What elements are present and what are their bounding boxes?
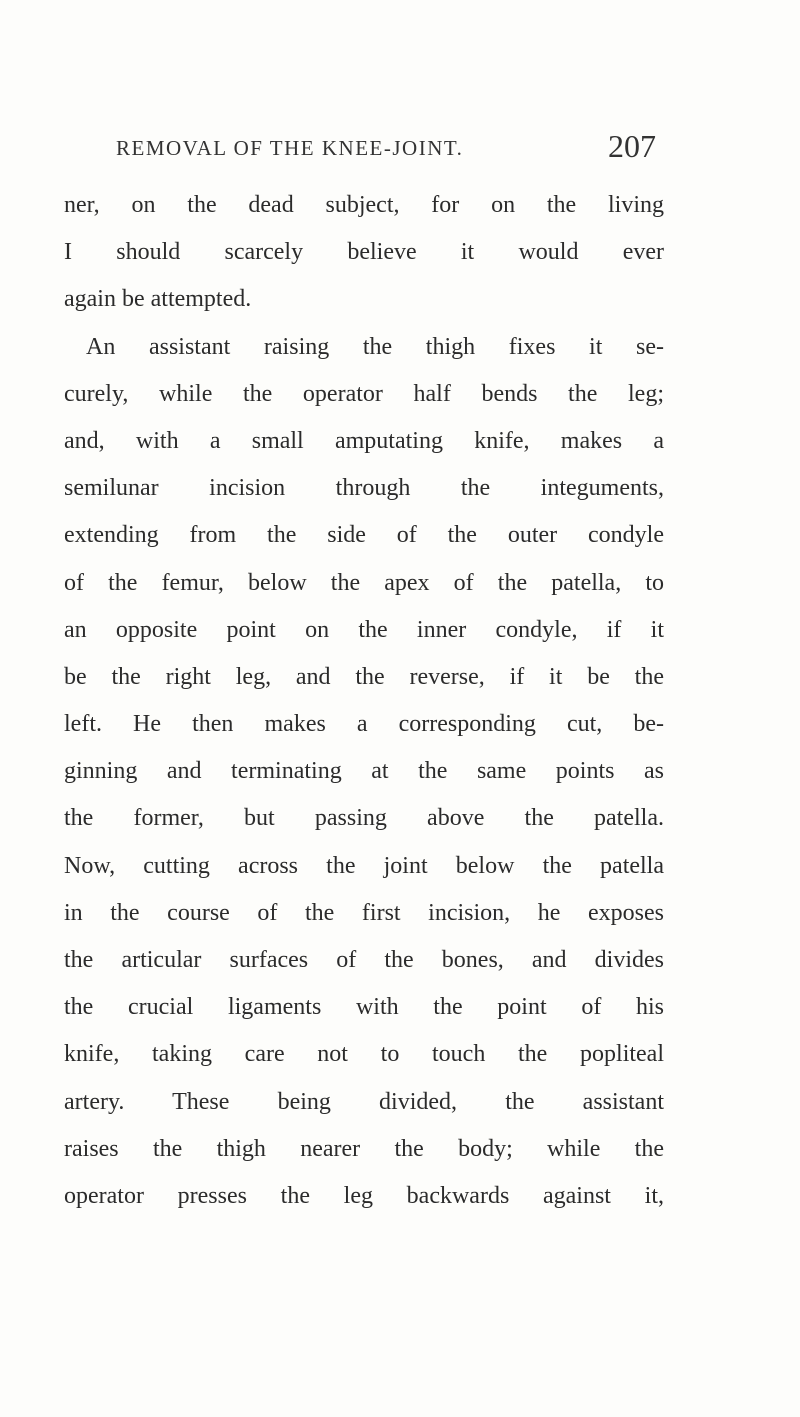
text-line: ginning and terminating at the same points as — [64, 758, 664, 785]
text-line: be the right leg, and the reverse, if it be the — [64, 663, 664, 690]
text-line: I should scarcely believe it would ever — [64, 239, 664, 266]
body-text — [64, 182, 664, 1220]
text-line: of the femur, below the apex of the patella, to — [64, 569, 664, 596]
text-line: an opposite point on the inner condyle, if it — [64, 616, 664, 643]
text-line: the articular surfaces of the bones, and divides — [64, 947, 664, 973]
chapter-heading: REMOVAL OF THE KNEE-JOINT. — [116, 136, 464, 160]
page-number: 207 — [608, 128, 656, 164]
text-line: ner, on the dead subject, for on the living — [64, 192, 664, 218]
text-line: semilunar incision through the integuments, — [64, 475, 664, 502]
running-head — [116, 128, 656, 168]
text-line: the former, but passing above the patella. — [64, 805, 664, 832]
text-line: left. He then makes a corresponding cut, be- — [64, 711, 664, 738]
text-line: artery. These being divided, the assistant — [64, 1088, 664, 1115]
text-line: extending from the side of the outer condyle — [64, 522, 664, 549]
text-line: and, with a small amputating knife, makes a — [64, 427, 664, 454]
text-line: operator presses the leg backwards against it, — [64, 1182, 664, 1209]
text-line: raises the thigh nearer the body; while the — [64, 1135, 664, 1162]
text-line: knife, taking care not to touch the popliteal — [64, 1041, 664, 1068]
text-line: in the course of the first incision, he exposes — [64, 899, 664, 926]
text-line: again be attempted. — [64, 286, 252, 313]
text-line: Now, cutting across the joint below the patella — [64, 852, 664, 879]
text-line: curely, while the operator half bends the leg; — [64, 380, 664, 407]
text-line: the crucial ligaments with the point of his — [64, 994, 664, 1021]
text-line: An assistant raising the thigh fixes it se- — [86, 333, 664, 360]
